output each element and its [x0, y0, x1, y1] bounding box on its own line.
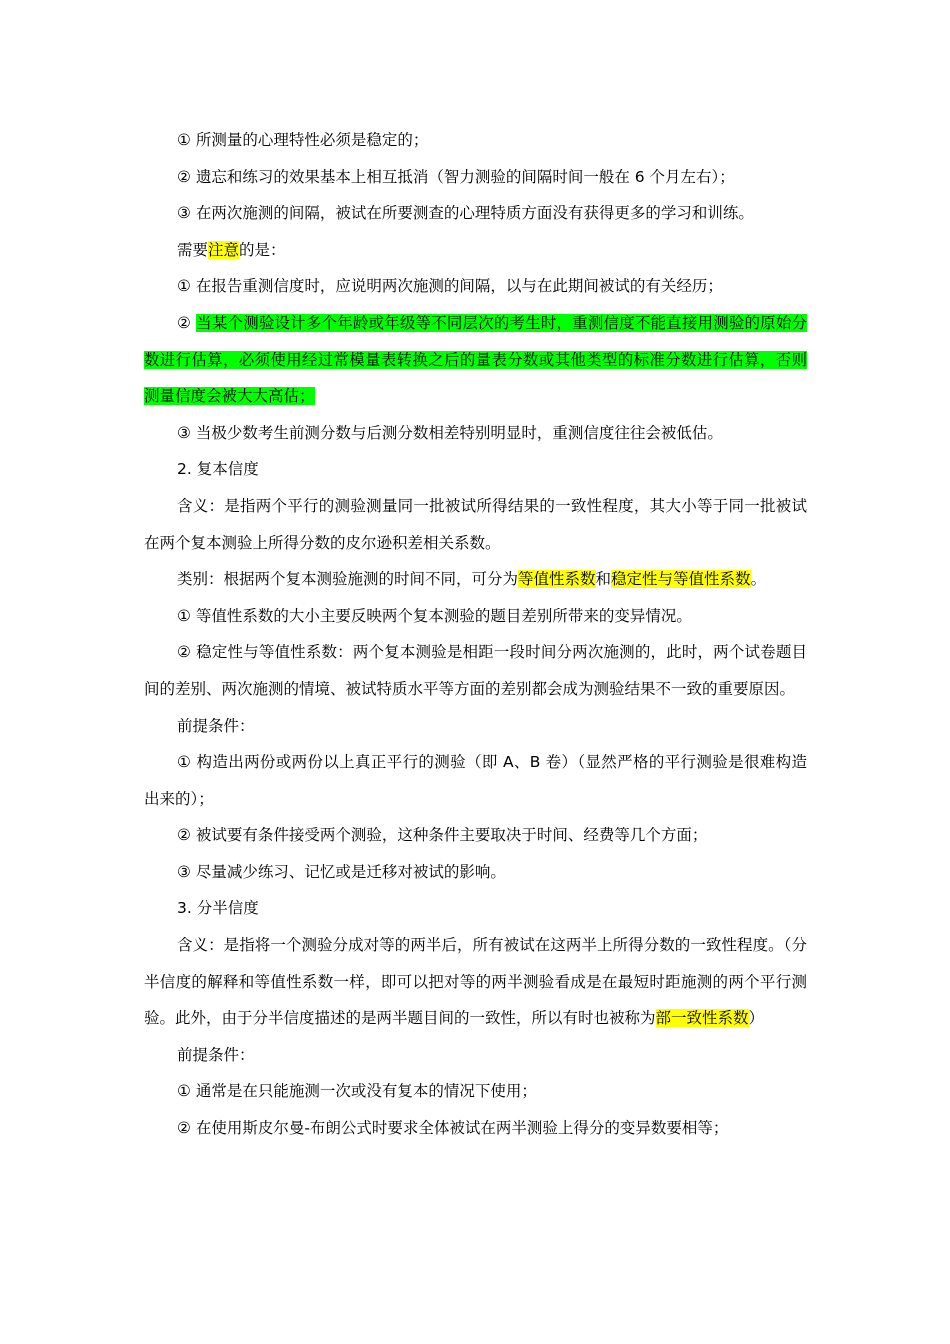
alternate-type-1: ① 等值性系数的大小主要反映两个复本测验的题目差别所带来的变异情况。	[177, 606, 692, 625]
highlight-stability-equivalence: 稳定性与等值性系数	[611, 570, 751, 589]
document-body	[144, 122, 807, 1147]
highlight-internal-consistency: 部一致性系数	[655, 1009, 749, 1028]
retest-note-2: ② 当某个测验设计多个年龄或年级等不同层次的考生时，重测信度不能直接用测验的原始分数进行估算，必须使用经过常模量表转换之后的量表分数或其他类型的标准分数进行估算，否则测量信度会被大大高估；	[144, 313, 807, 406]
split-half-meaning: 含义：是指将一个测验分成对等的两半后，所有被试在这两半上所得分数的一致性程度。（分半信度的解释和等值性系数一样，即可以把对等的两半测验看成是在最短时距施测的两个平行测验。此外，由于分半信度描述的是两半题目间的一致性，所以有时也被称为部一致性系数）	[144, 936, 807, 1028]
retest-note-heading: 需要注意的是：	[177, 240, 286, 259]
retest-note-1: ① 在报告重测信度时，应说明两次施测的间隔，以与在此期间被试的有关经历；	[177, 277, 723, 296]
alternate-meaning: 含义：是指两个平行的测验测量同一批被试所得结果的一致性程度，其大小等于同一批被试在两个复本测验上所得分数的皮尔逊积差相关系数。	[144, 496, 807, 552]
alternate-prereq-label: 前提条件：	[177, 716, 255, 735]
alternate-prereq-3: ③ 尽量减少练习、记忆或是迁移对被试的影响。	[177, 862, 506, 881]
alternate-type-2: ② 稳定性与等值性系数：两个复本测验是相距一段时间分两次施测的，此时，两个试卷题目间的差别、两次施测的情境、被试特质水平等方面的差别都会成为测验结果不一致的重要原因。	[144, 643, 807, 698]
alternate-prereq-2: ② 被试要有条件接受两个测验，这种条件主要取决于时间、经费等几个方面；	[177, 826, 708, 845]
split-half-prereq-2: ② 在使用斯皮尔曼-布朗公式时要求全体被试在两半测验上得分的变异数要相等；	[177, 1119, 729, 1138]
alternate-prereq-1: ① 构造出两份或两份以上真正平行的测验（即 A、B 卷）（显然严格的平行测验是很难构造出来的）；	[144, 753, 807, 808]
section-heading-split-half: 3. 分半信度	[177, 899, 259, 918]
highlight-attention: 注意	[208, 240, 240, 259]
retest-note-3: ③ 当极少数考生前测分数与后测分数相差特别明显时，重测信度往往会被低估。	[177, 423, 723, 442]
highlight-green-note: 当某个测验设计多个年龄或年级等不同层次的考生时，重测信度不能直接用测验的原始分数进行估算，必须使用经过常模量表转换之后的量表分数或其他类型的标准分数进行估算，否则测量信度会被大大高估；	[144, 313, 807, 406]
split-half-prereq-label: 前提条件：	[177, 1045, 255, 1064]
retest-condition-3: ③ 在两次施测的间隔，被试在所要测查的心理特质方面没有获得更多的学习和训练。	[177, 204, 754, 223]
alternate-types: 类别：根据两个复本测验施测的时间不同，可分为等值性系数和稳定性与等值性系数。	[177, 570, 767, 589]
split-half-prereq-1: ① 通常是在只能施测一次或没有复本的情况下使用；	[177, 1082, 537, 1101]
retest-condition-2: ② 遗忘和练习的效果基本上相互抵消（智力测验的间隔时间一般在 6 个月左右）；	[177, 167, 735, 186]
highlight-equivalence-coefficient: 等值性系数	[518, 570, 596, 589]
section-heading-alternate: 2. 复本信度	[177, 460, 259, 479]
retest-condition-1: ① 所测量的心理特性必须是稳定的；	[177, 131, 429, 149]
